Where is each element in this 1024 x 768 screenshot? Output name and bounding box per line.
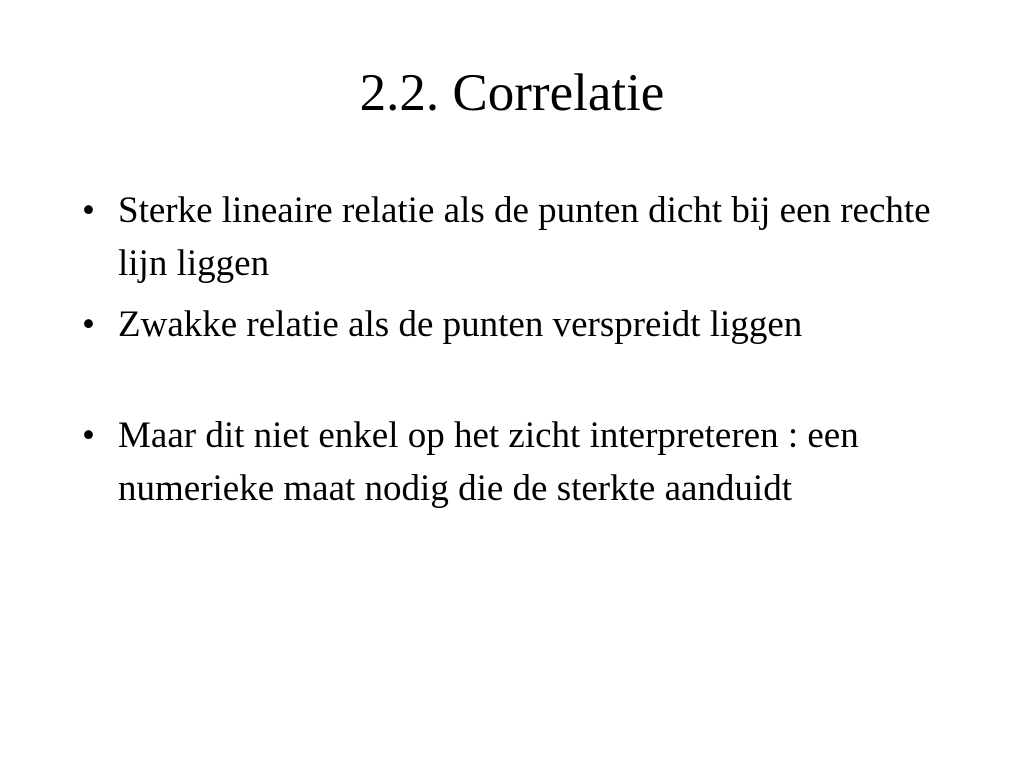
slide-title: 2.2. Correlatie — [359, 64, 665, 122]
bullet-list — [78, 184, 958, 515]
bullet-text: Maar dit niet enkel op het zicht interpreteren : een numerieke maat nodig die de sterkte aanduidt — [118, 415, 859, 509]
bullet-dot-icon: • — [82, 190, 95, 231]
bullet-dot-icon: • — [82, 304, 95, 345]
bullet-item — [78, 409, 958, 515]
bullet-text: Zwakke relatie als de punten verspreidt liggen — [118, 304, 803, 345]
bullet-dot-icon: • — [82, 415, 95, 456]
bullet-item — [78, 298, 958, 351]
bullet-item — [78, 184, 958, 290]
bullet-text: Sterke lineaire relatie als de punten dicht bij een rechte lijn liggen — [118, 190, 931, 284]
